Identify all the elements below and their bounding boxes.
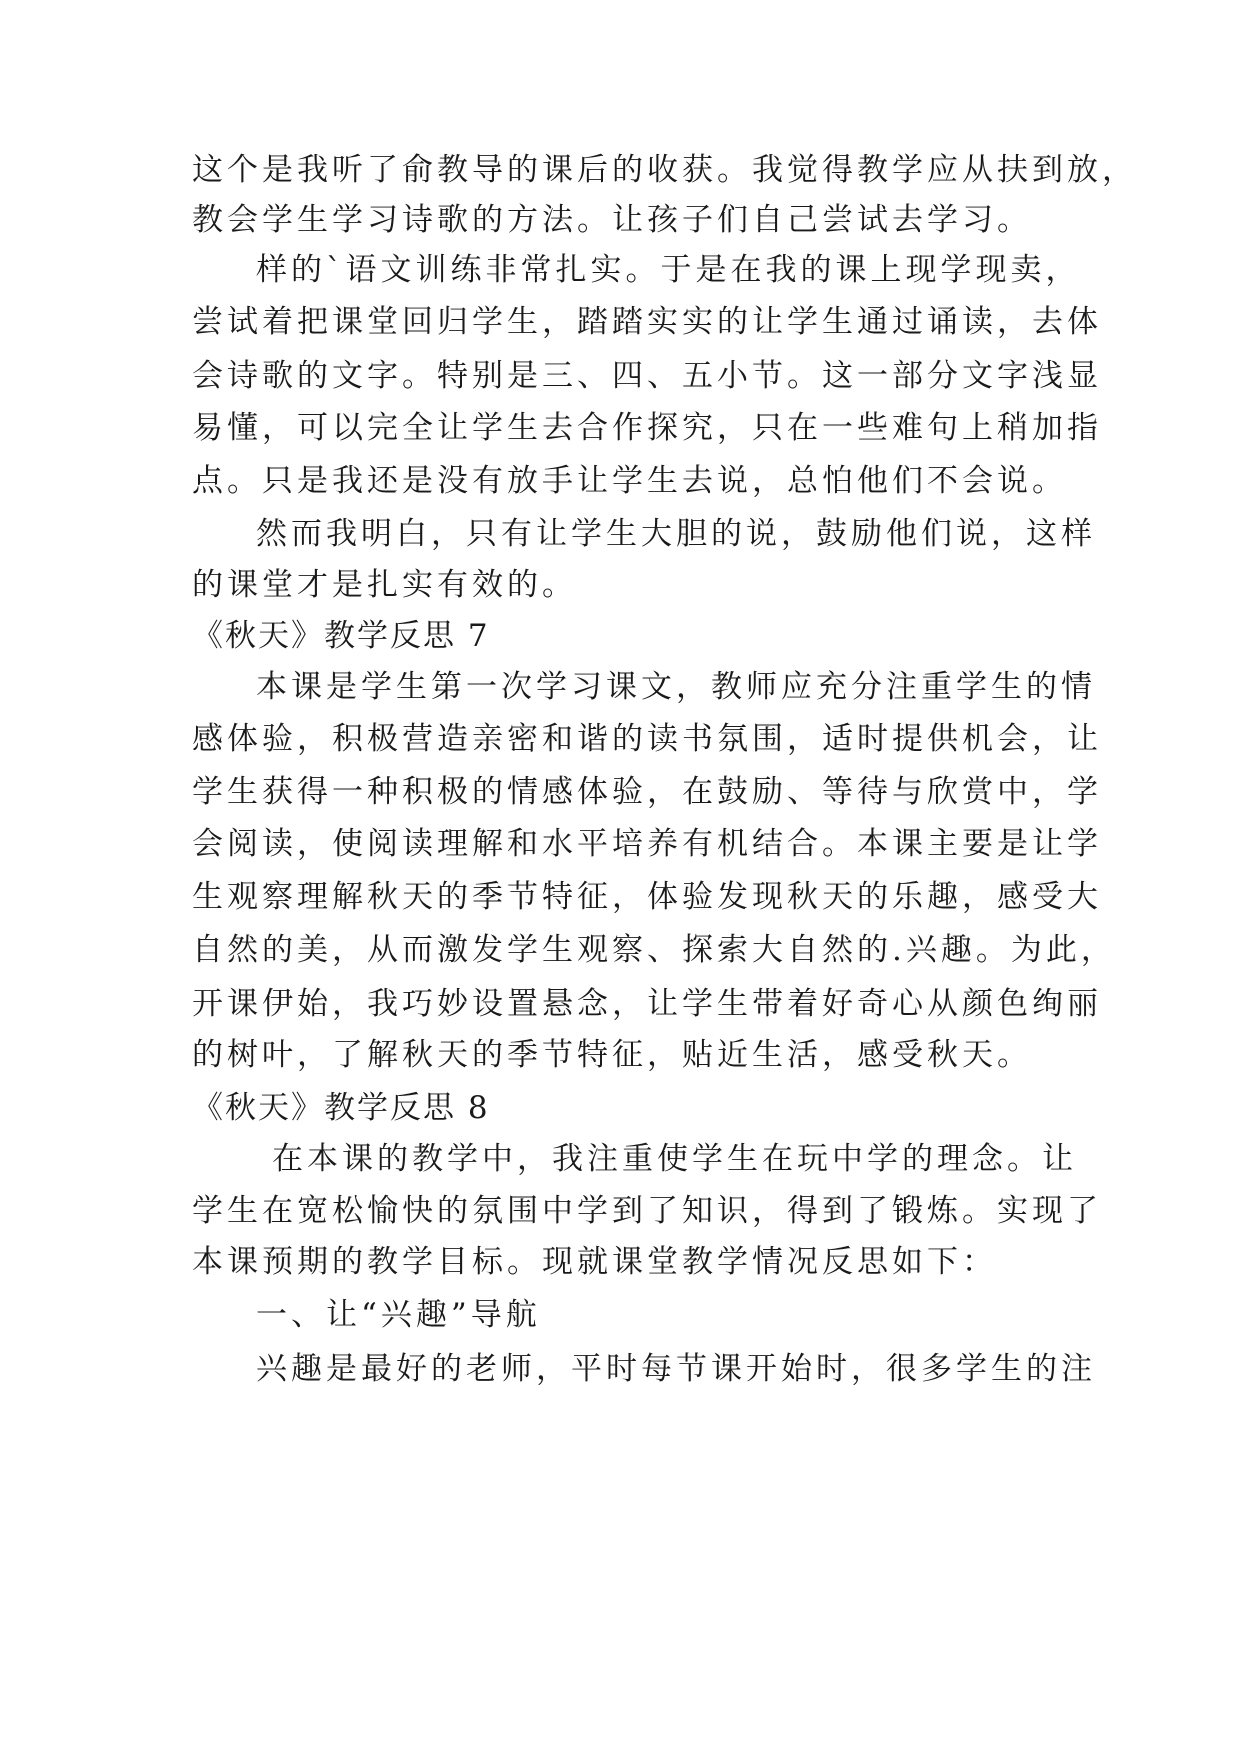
section-heading: 《秋天》教学反思 7 bbox=[192, 618, 490, 654]
text-line: 教会学生学习诗歌的方法。让孩子们自己尝试去学习。 bbox=[192, 202, 1032, 238]
text-line: 会阅读，使阅读理解和水平培养有机结合。本课主要是让学 bbox=[192, 826, 1102, 862]
text-line: 会诗歌的文字。特别是三、四、五小节。这一部分文字浅显 bbox=[192, 358, 1102, 394]
text-line: 点。只是我还是没有放手让学生去说，总怕他们不会说。 bbox=[192, 463, 1067, 499]
text-line: 学生获得一种积极的情感体验，在鼓励、等待与欣赏中，学 bbox=[192, 774, 1102, 810]
section-heading: 《秋天》教学反思 8 bbox=[192, 1090, 490, 1126]
text-line: 生观察理解秋天的季节特征，体验发现秋天的乐趣，感受大 bbox=[192, 879, 1102, 915]
text-line: 这个是我听了俞教导的课后的收获。我觉得教学应从扶到放， bbox=[192, 152, 1137, 188]
text-line: 的课堂才是扎实有效的。 bbox=[192, 567, 577, 603]
text-line: 样的`语文训练非常扎实。于是在我的课上现学现卖， bbox=[256, 252, 1081, 288]
text-line: 然而我明白，只有让学生大胆的说，鼓励他们说，这样 bbox=[256, 516, 1096, 552]
text-line: 兴趣是最好的老师，平时每节课开始时，很多学生的注 bbox=[256, 1351, 1096, 1387]
text-line: 本课是学生第一次学习课文，教师应充分注重学生的情 bbox=[256, 669, 1096, 705]
text-line: 尝试着把课堂回归学生，踏踏实实的让学生通过诵读，去体 bbox=[192, 304, 1102, 340]
subheading: 一、让“兴趣”导航 bbox=[256, 1297, 541, 1333]
text-line: 本课预期的教学目标。现就课堂教学情况反思如下： bbox=[192, 1244, 997, 1280]
text-line: 感体验，积极营造亲密和谐的读书氛围，适时提供机会，让 bbox=[192, 721, 1102, 757]
text-line: 的树叶，了解秋天的季节特征，贴近生活，感受秋天。 bbox=[192, 1037, 1032, 1073]
text-line: 学生在宽松愉快的氛围中学到了知识，得到了锻炼。实现了 bbox=[192, 1193, 1102, 1229]
text-line: 在本课的教学中，我注重使学生在玩中学的理念。让 bbox=[272, 1141, 1077, 1177]
text-line: 易懂，可以完全让学生去合作探究，只在一些难句上稍加指 bbox=[192, 410, 1102, 446]
text-line: 自然的美，从而激发学生观察、探索大自然的.兴趣。为此， bbox=[192, 932, 1116, 968]
text-line: 开课伊始，我巧妙设置悬念，让学生带着好奇心从颜色绚丽 bbox=[192, 986, 1102, 1022]
